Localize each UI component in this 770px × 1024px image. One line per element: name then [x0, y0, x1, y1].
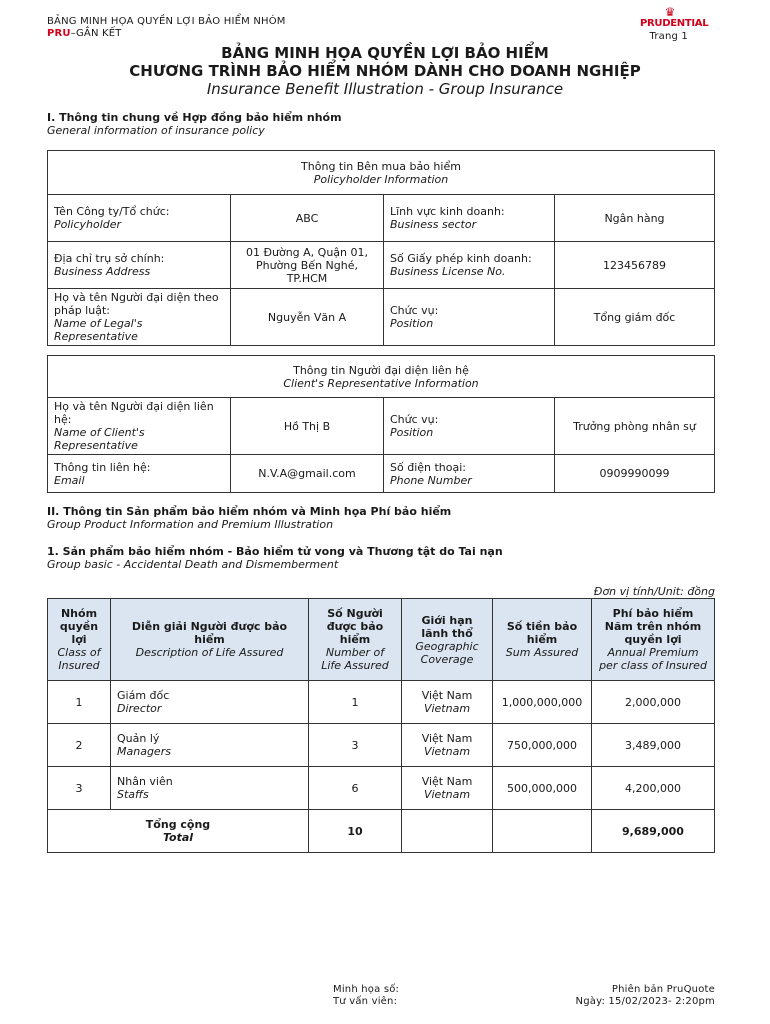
row-geo-en: Vietnam	[423, 745, 471, 758]
header-brand-line	[47, 28, 122, 39]
address-label-vi: Địa chỉ trụ sở chính:	[54, 252, 165, 265]
total-count: 10	[309, 810, 402, 853]
footer-advisor: Tư vấn viên:	[333, 996, 398, 1007]
row-count: 6	[309, 767, 402, 810]
logo-text: PRUDENTIAL	[640, 18, 709, 29]
company-label-en: Policyholder	[54, 218, 122, 231]
col-premium-en: Annual Premium per class of Insured	[599, 646, 707, 672]
row-geo-vi: Việt Nam	[421, 775, 473, 788]
client-position-label	[384, 398, 555, 455]
col-geo-vi: Giới hạn lãnh thổ	[421, 613, 473, 640]
product-heading: 1. Sản phẩm bảo hiểm nhóm - Bảo hiểm tử vong và Thương tật do Tai nạn	[47, 545, 503, 558]
address-label-en: Business Address	[54, 265, 151, 278]
license-value: 123456789	[555, 242, 715, 289]
row-geo-vi: Việt Nam	[421, 689, 473, 702]
row-geo-vi: Việt Nam	[421, 732, 473, 745]
row-count: 3	[309, 724, 402, 767]
client-rep-table	[47, 355, 715, 493]
client-position-label-en: Position	[390, 426, 434, 439]
table-row	[48, 767, 715, 810]
col-class	[48, 599, 111, 681]
col-class-vi: Nhóm quyền lợi	[59, 607, 99, 646]
footer-date: Ngày: 15/02/2023- 2:20pm	[575, 996, 715, 1007]
header-brand-rest: –GẮN KẾT	[70, 28, 122, 39]
row-premium: 3,489,000	[592, 724, 715, 767]
company-label-vi: Tên Công ty/Tổ chức:	[54, 205, 170, 218]
company-label	[48, 195, 231, 242]
position-label	[384, 289, 555, 346]
client-contact-label-vi: Thông tin liên hệ:	[54, 460, 151, 474]
client-position-value: Trưởng phòng nhân sự	[555, 398, 715, 455]
total-label-vi: Tổng cộng	[145, 818, 211, 831]
col-description	[111, 599, 309, 681]
header-doc-name: BẢNG MINH HỌA QUYỀN LỢI BẢO HIỂM NHÓM	[47, 16, 286, 27]
section2-subheading: Group Product Information and Premium Illustration	[47, 518, 334, 531]
col-geo-en: Geographic Coverage	[415, 639, 479, 666]
total-label-en: Total	[162, 831, 194, 844]
product-subheading: Group basic - Accidental Death and Dismemberment	[47, 558, 339, 571]
client-contact-label	[48, 455, 231, 493]
row-desc	[111, 767, 309, 810]
client-rep-title-vi: Thông tin Người đại diện liên hệ	[293, 363, 469, 377]
position-value: Tổng giám đốc	[555, 289, 715, 346]
row-desc	[111, 724, 309, 767]
section1-heading: I. Thông tin chung về Hợp đồng bảo hiểm nhóm	[47, 111, 342, 124]
client-rep-title	[48, 356, 715, 398]
position-label-vi: Chức vụ:	[390, 304, 439, 317]
address-label	[48, 242, 231, 289]
col-sum-en: Sum Assured	[505, 646, 579, 659]
row-premium: 4,200,000	[592, 767, 715, 810]
total-label	[48, 810, 309, 853]
row-class: 1	[48, 681, 111, 724]
rep-value: Nguyễn Văn A	[231, 289, 384, 346]
client-rep-title-en: Client's Representative Information	[283, 376, 479, 390]
footer-version: Phiên bản PruQuote	[611, 984, 715, 995]
license-label-en: Business License No.	[390, 265, 506, 278]
page-number: Trang 1	[649, 31, 688, 42]
sector-label-en: Business sector	[390, 218, 477, 231]
policyholder-table	[47, 150, 715, 346]
section1-subheading: General information of insurance policy	[47, 124, 265, 137]
col-class-en: Class of Insured	[57, 646, 101, 672]
row-desc-en: Staffs	[117, 788, 149, 801]
client-name-value: Hồ Thị B	[231, 398, 384, 455]
col-premium-vi: Phí bảo hiểm Năm trên nhóm quyền lợi	[604, 607, 702, 646]
sector-value: Ngân hàng	[555, 195, 715, 242]
client-phone-label	[384, 455, 555, 493]
row-geo	[402, 681, 493, 724]
row-geo	[402, 724, 493, 767]
company-value: ABC	[231, 195, 384, 242]
col-count	[309, 599, 402, 681]
license-label	[384, 242, 555, 289]
footer-illustration-no: Minh họa số:	[333, 984, 400, 995]
rep-label	[48, 289, 231, 346]
row-desc	[111, 681, 309, 724]
col-sum-vi: Số tiền bảo hiểm	[506, 620, 578, 646]
total-premium: 9,689,000	[592, 810, 715, 853]
sector-label	[384, 195, 555, 242]
row-sum: 500,000,000	[493, 767, 592, 810]
row-sum: 1,000,000,000	[493, 681, 592, 724]
policyholder-title-vi: Thông tin Bên mua bảo hiểm	[301, 159, 461, 173]
row-sum: 750,000,000	[493, 724, 592, 767]
table-row	[48, 724, 715, 767]
client-contact-label-en: Email	[54, 473, 85, 487]
premium-table	[47, 598, 715, 853]
row-geo	[402, 767, 493, 810]
col-description-vi: Diễn giải Người được bảo hiểm	[131, 620, 288, 646]
col-description-en: Description of Life Assured	[135, 646, 284, 659]
header-brand: PRU	[47, 28, 71, 39]
client-phone-label-en: Phone Number	[390, 473, 472, 487]
row-class: 3	[48, 767, 111, 810]
client-phone-value: 0909990099	[555, 455, 715, 493]
col-geo	[402, 599, 493, 681]
lion-icon: ♛	[664, 5, 676, 19]
client-name-label-en: Name of Client's Representative	[54, 426, 145, 452]
client-name-label	[48, 398, 231, 455]
license-label-vi: Số Giấy phép kinh doanh:	[390, 252, 532, 265]
total-sum-empty	[493, 810, 592, 853]
col-count-vi: Số Người được bảo hiểm	[326, 607, 384, 646]
table-row	[48, 681, 715, 724]
client-position-label-vi: Chức vụ:	[390, 413, 439, 426]
row-desc-vi: Nhân viên	[117, 775, 173, 788]
title-line2: CHƯƠNG TRÌNH BẢO HIỂM NHÓM DÀNH CHO DOANH NGHIỆP	[129, 62, 641, 80]
total-row	[48, 810, 715, 853]
row-geo-en: Vietnam	[423, 788, 471, 801]
policyholder-title	[48, 151, 715, 195]
total-geo-empty	[402, 810, 493, 853]
client-name-label-vi: Họ và tên Người đại diện liên hệ:	[54, 400, 214, 426]
address-value: 01 Đường A, Quận 01, Phường Bến Nghé, TP.HCM	[231, 242, 384, 289]
policyholder-title-en: Policyholder Information	[313, 172, 449, 186]
sector-label-vi: Lĩnh vực kinh doanh:	[390, 205, 505, 218]
rep-label-en: Name of Legal's Representative	[54, 317, 143, 343]
row-desc-en: Director	[117, 702, 162, 715]
row-desc-vi: Giám đốc	[117, 689, 170, 702]
row-premium: 2,000,000	[592, 681, 715, 724]
row-desc-vi: Quản lý	[117, 732, 160, 745]
title-line3: Insurance Benefit Illustration - Group Insurance	[206, 80, 564, 98]
row-geo-en: Vietnam	[423, 702, 471, 715]
rep-label-vi: Họ và tên Người đại diện theo pháp luật:	[54, 291, 219, 317]
unit-label: Đơn vị tính/Unit: đồng	[593, 585, 715, 598]
position-label-en: Position	[390, 317, 434, 330]
row-class: 2	[48, 724, 111, 767]
client-contact-value: N.V.A@gmail.com	[231, 455, 384, 493]
col-sum	[493, 599, 592, 681]
col-count-en: Number of Life Assured	[321, 646, 389, 672]
section2-heading: II. Thông tin Sản phẩm bảo hiểm nhóm và Minh họa Phí bảo hiểm	[47, 505, 452, 518]
col-premium	[592, 599, 715, 681]
row-count: 1	[309, 681, 402, 724]
row-desc-en: Managers	[117, 745, 171, 758]
title-line1: BẢNG MINH HỌA QUYỀN LỢI BẢO HIỂM	[221, 44, 549, 62]
client-phone-label-vi: Số điện thoại:	[390, 460, 467, 474]
prudential-logo	[640, 5, 709, 29]
